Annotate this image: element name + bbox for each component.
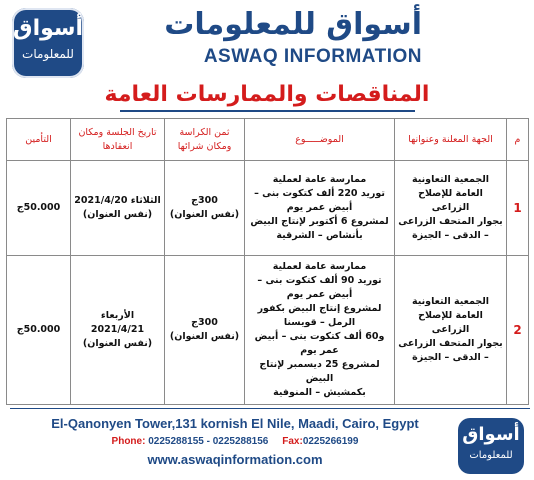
subject-line: توريد 220 ألف كتكوت بنى – أبيض عمر يوم [254,188,385,213]
logo-small-line1: أسواق [462,424,520,445]
row-entity [395,256,507,405]
subject-line: بكمشيش – المنوفية [273,387,366,398]
session-place: (نفس العنوان) [82,209,153,220]
footer-divider [10,408,530,409]
page-header [0,0,534,80]
website-link[interactable]: www.aswaqinformation.com [147,452,323,467]
logo-small-line2: للمعلومات [469,450,513,461]
footer-address: El-Qanonyen Tower,131 kornish El Nile, Maadi, Cairo, Egypt [51,416,419,431]
header-entity: الجهة المعلنة وعنوانها [395,119,507,161]
session-date: الثلاثاء 2021/4/20 [74,195,161,206]
tenders-table-container [6,118,528,405]
row-num: 2 [507,256,529,405]
row-session [71,256,165,405]
logo-line2: للمعلومات [22,47,74,61]
phone-numbers: 0225288155 - 0225288156 [148,436,269,447]
subject-line: لمشروع إنتاج البيض بكفور الرمل – قويسنا [257,303,382,328]
row-price [165,256,245,405]
price-value: 300ج [191,195,218,206]
row-price [165,161,245,256]
price-place: (نفس العنوان) [169,209,240,220]
session-date: الأربعاء 2021/4/21 [90,310,145,335]
row-session [71,161,165,256]
page-footer [0,404,534,480]
fax-number: 0225266199 [302,436,359,447]
tenders-table [6,118,529,405]
subject-line: لمشروع 6 أكتوبر لإنتاج البيض [250,216,389,227]
price-place: (نفس العنوان) [169,331,240,342]
row-insurance: 50.000ج [7,161,71,256]
aswaq-logo-small-icon [458,418,524,474]
header-num: م [507,119,529,161]
table-header-row [7,119,529,161]
subject-line: و60 ألف كتكوت بنى – أبيض عمر يوم [254,331,385,356]
session-place: (نفس العنوان) [82,338,153,349]
row-subject [245,161,395,256]
title-underline [120,110,415,112]
subject-line: ممارسة عامة لعملية [272,174,367,185]
row-insurance: 50.000ج [7,256,71,405]
brand-name-arabic: أسواق للمعلومات [164,7,422,42]
subject-line: بأنشاص – الشرقية [276,230,363,241]
entity-line: الجمعية التعاونية العامة للإصلاح الزراعى [411,174,490,213]
price-value: 300ج [191,317,218,328]
subject-line: ممارسة عامة لعملية [272,261,367,272]
logo-line1: أسواق [12,16,84,41]
entity-line: بجوار المتحف الزراعى – الدقى – الجيزة [398,216,503,241]
aswaq-logo-icon [12,8,84,78]
phone-label: Phone: [111,436,146,447]
entity-line: الجمعية التعاونية العامة للإصلاح الزراعى [411,296,490,335]
row-subject [245,256,395,405]
subject-line: توريد 90 ألف كتكوت بنى – أبيض عمر يوم [257,275,382,300]
entity-line: بجوار المتحف الزراعى – الدقى – الجيزة [398,338,503,363]
table-row [7,256,529,405]
header-price: ثمن الكراسة ومكان شرائها [165,119,245,161]
row-entity [395,161,507,256]
table-row [7,161,529,256]
brand-name-english: ASWAQ INFORMATION [203,46,422,67]
header-session: تاريخ الجلسة ومكان انعقادها [71,119,165,161]
fax-label: Fax: [282,436,303,447]
header-subject: الموضـــــوع [245,119,395,161]
row-num: 1 [507,161,529,256]
header-insurance: التأمين [7,119,71,161]
subject-line: لمشروع 25 ديسمبر لإنتاج البيض [259,359,380,384]
footer-contacts [20,436,450,447]
page-title: المناقصات والممارسات العامة [104,82,430,107]
